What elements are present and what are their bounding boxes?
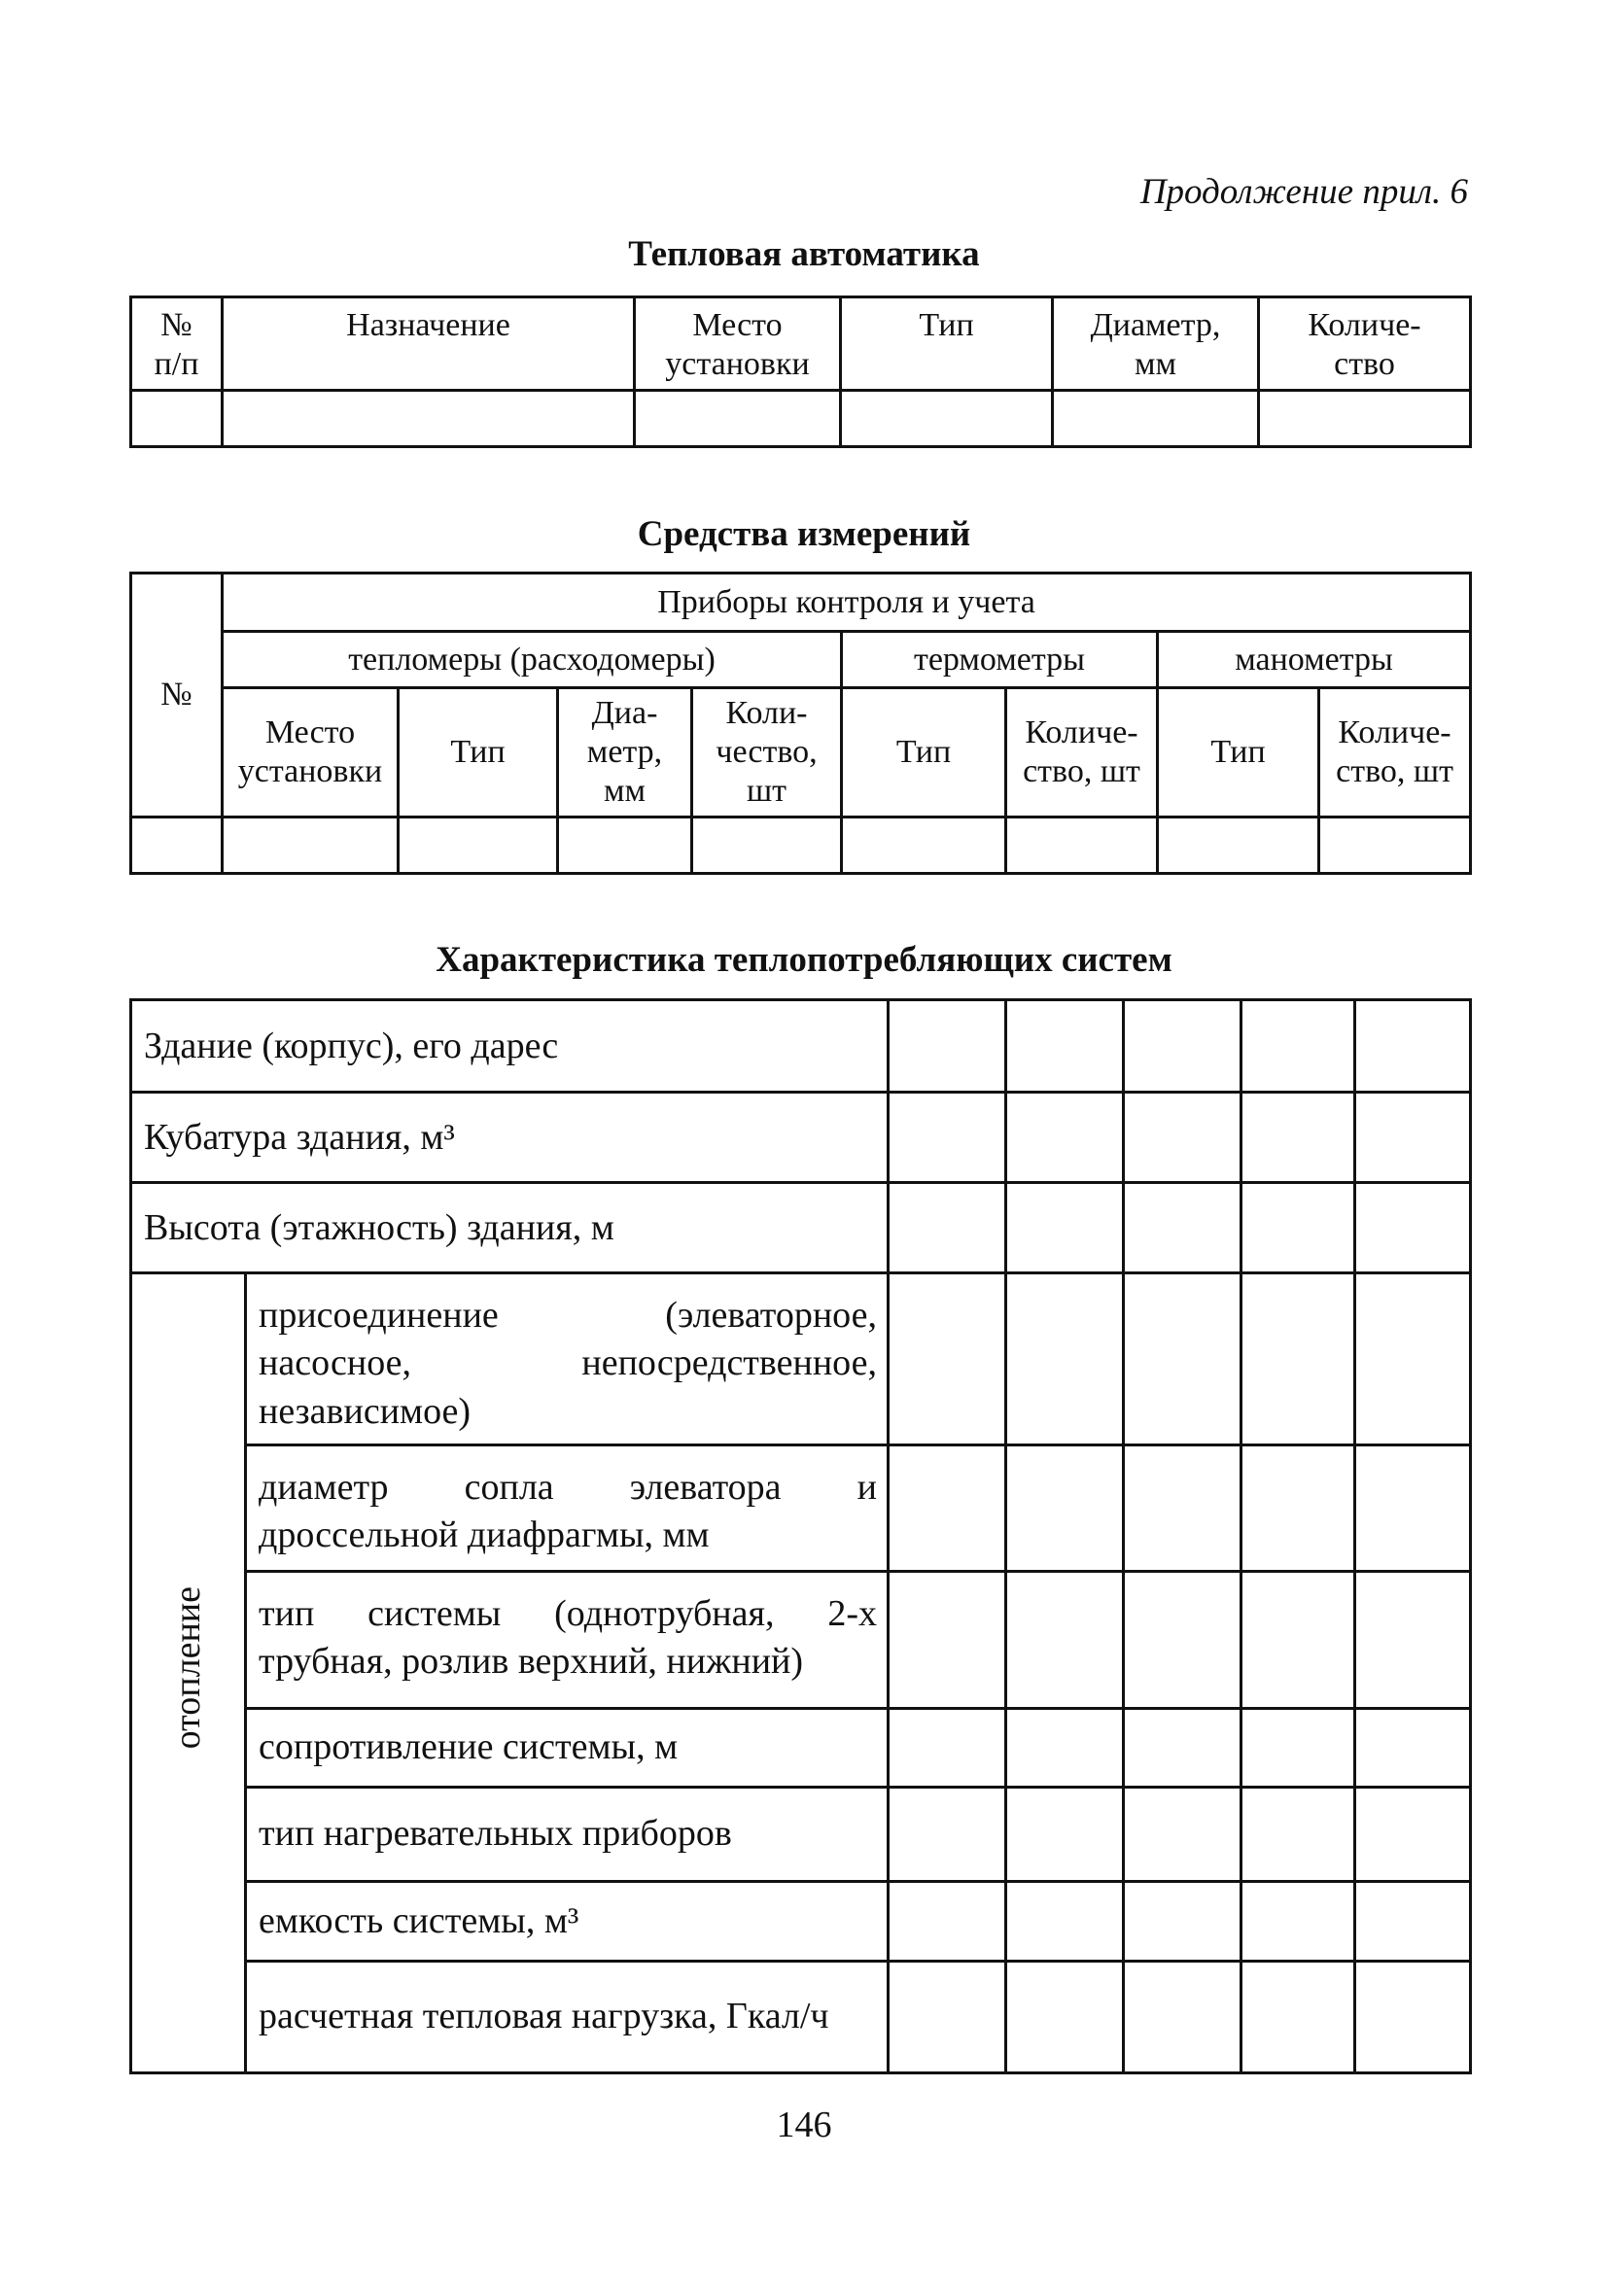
systems-title: Характеристика теплопотребляющих систем: [436, 940, 1172, 980]
empty-cell[interactable]: [1355, 1093, 1471, 1183]
empty-cell[interactable]: [1006, 1709, 1124, 1788]
empty-cell[interactable]: [1355, 1788, 1471, 1882]
heat-automation-title: Тепловая автоматика: [628, 234, 980, 274]
heating-capacity: емкость системы, м³: [246, 1882, 889, 1962]
measuring-table: [129, 572, 1472, 875]
col-location: Место установки: [223, 688, 399, 818]
empty-cell[interactable]: [1006, 1788, 1124, 1882]
empty-cell[interactable]: [1124, 1183, 1241, 1273]
empty-cell[interactable]: [1241, 1093, 1355, 1183]
empty-cell[interactable]: [1158, 818, 1319, 874]
heating-system-type: тип системы (однотрубная, 2-х трубная, розлив верхний, нижний): [246, 1572, 889, 1709]
empty-cell[interactable]: [841, 391, 1053, 447]
empty-cell[interactable]: [1124, 1962, 1241, 2073]
subgroup-thermometers: термометры: [842, 632, 1158, 688]
table-row: [131, 1882, 1471, 1962]
empty-cell[interactable]: [1124, 1000, 1241, 1093]
empty-cell[interactable]: [1241, 1273, 1355, 1445]
empty-cell[interactable]: [1241, 1788, 1355, 1882]
row-building: Здание (корпус), его дарес: [131, 1000, 889, 1093]
empty-cell[interactable]: [889, 1273, 1006, 1445]
continuation-note: Продолжение прил. 6: [1139, 172, 1468, 212]
empty-cell[interactable]: [1355, 1572, 1471, 1709]
empty-cell[interactable]: [558, 818, 692, 874]
empty-cell[interactable]: [1241, 1183, 1355, 1273]
empty-cell[interactable]: [692, 818, 842, 874]
empty-cell[interactable]: [1241, 1709, 1355, 1788]
empty-cell[interactable]: [1355, 1709, 1471, 1788]
col-diameter: Диаметр, мм: [1053, 297, 1259, 391]
empty-cell[interactable]: [1355, 1183, 1471, 1273]
empty-cell[interactable]: [889, 1788, 1006, 1882]
empty-cell[interactable]: [1006, 1093, 1124, 1183]
heat-automation-table: [129, 296, 1472, 448]
table-row: [131, 818, 1471, 874]
empty-cell[interactable]: [889, 1709, 1006, 1788]
empty-cell[interactable]: [1355, 1000, 1471, 1093]
empty-cell[interactable]: [842, 818, 1006, 874]
empty-cell[interactable]: [1124, 1882, 1241, 1962]
heating-nozzle-diameter: диаметр сопла элеватора и дроссельной диафрагмы, мм: [246, 1445, 889, 1572]
subgroup-manometers: манометры: [1158, 632, 1471, 688]
col-quantity: Коли- чество, шт: [692, 688, 842, 818]
empty-cell[interactable]: [1124, 1788, 1241, 1882]
empty-cell[interactable]: [1124, 1709, 1241, 1788]
empty-cell[interactable]: [889, 1000, 1006, 1093]
col-number: №: [131, 574, 223, 818]
empty-cell[interactable]: [1124, 1572, 1241, 1709]
heating-group: [131, 1273, 246, 2073]
col-mano-quantity: Количе- ство, шт: [1319, 688, 1471, 818]
table-row: [131, 1273, 1471, 1445]
empty-cell[interactable]: [1006, 1000, 1124, 1093]
empty-cell[interactable]: [1319, 818, 1471, 874]
empty-cell[interactable]: [1006, 1572, 1124, 1709]
empty-cell[interactable]: [1006, 1183, 1124, 1273]
empty-cell[interactable]: [889, 1882, 1006, 1962]
table-row: [131, 1788, 1471, 1882]
empty-cell[interactable]: [889, 1183, 1006, 1273]
empty-cell[interactable]: [1241, 1882, 1355, 1962]
empty-cell[interactable]: [1241, 1445, 1355, 1572]
empty-cell[interactable]: [1355, 1882, 1471, 1962]
heating-design-load: расчетная тепловая нагрузка, Гкал/ч: [246, 1962, 889, 2073]
heating-resistance: сопротивление системы, м: [246, 1709, 889, 1788]
measuring-title: Средства измерений: [637, 514, 971, 554]
page-number: 146: [776, 2105, 832, 2145]
empty-cell[interactable]: [1006, 1445, 1124, 1572]
col-thermo-quantity: Количе- ство, шт: [1006, 688, 1158, 818]
empty-cell[interactable]: [1241, 1000, 1355, 1093]
empty-cell[interactable]: [1006, 818, 1158, 874]
empty-cell[interactable]: [1355, 1273, 1471, 1445]
systems-table: [129, 998, 1472, 2074]
empty-cell[interactable]: [131, 391, 223, 447]
empty-cell[interactable]: [1124, 1093, 1241, 1183]
col-location: Место установки: [635, 297, 841, 391]
empty-cell[interactable]: [399, 818, 558, 874]
col-type: Тип: [399, 688, 558, 818]
table-row: [131, 1572, 1471, 1709]
heating-radiator-type: тип нагревательных приборов: [246, 1788, 889, 1882]
empty-cell[interactable]: [1124, 1445, 1241, 1572]
subgroup-header-row: [131, 632, 1471, 688]
empty-cell[interactable]: [889, 1093, 1006, 1183]
empty-cell[interactable]: [1006, 1962, 1124, 2073]
col-mano-type: Тип: [1158, 688, 1319, 818]
row-height: Высота (этажность) здания, м: [131, 1183, 889, 1273]
empty-cell[interactable]: [131, 818, 223, 874]
column-header-row: [131, 688, 1471, 818]
table-row: [131, 1445, 1471, 1572]
subgroup-heat-meters: тепломеры (расходомеры): [223, 632, 842, 688]
heating-label: отопление: [167, 1586, 209, 1750]
col-purpose: Назначение: [223, 297, 635, 391]
empty-cell[interactable]: [1124, 1273, 1241, 1445]
table-row: [131, 1183, 1471, 1273]
col-thermo-type: Тип: [842, 688, 1006, 818]
col-quantity: Количе- ство: [1259, 297, 1471, 391]
empty-cell[interactable]: [1006, 1882, 1124, 1962]
table-row: [131, 1709, 1471, 1788]
empty-cell[interactable]: [889, 1572, 1006, 1709]
empty-cell[interactable]: [1355, 1962, 1471, 2073]
table-row: [131, 1000, 1471, 1093]
empty-cell[interactable]: [1355, 1445, 1471, 1572]
col-number: № п/п: [131, 297, 223, 391]
empty-cell[interactable]: [1241, 1572, 1355, 1709]
row-volume: Кубатура здания, м³: [131, 1093, 889, 1183]
empty-cell[interactable]: [1241, 1962, 1355, 2073]
table-row: [131, 391, 1471, 447]
empty-cell[interactable]: [223, 818, 399, 874]
table-row: [131, 1093, 1471, 1183]
empty-cell[interactable]: [1006, 1273, 1124, 1445]
table-row: [131, 1962, 1471, 2073]
empty-cell[interactable]: [889, 1962, 1006, 2073]
empty-cell[interactable]: [223, 391, 635, 447]
empty-cell[interactable]: [889, 1445, 1006, 1572]
table-header-row: [131, 297, 1471, 391]
heating-connection: присоединение (элеваторное, насосное, непосредственное, независимое): [246, 1273, 889, 1445]
empty-cell[interactable]: [1259, 391, 1471, 447]
group-header: Приборы контроля и учета: [223, 574, 1471, 632]
col-diameter: Диа- метр, мм: [558, 688, 692, 818]
col-type: Тип: [841, 297, 1053, 391]
group-header-row: [131, 574, 1471, 632]
empty-cell[interactable]: [1053, 391, 1259, 447]
empty-cell[interactable]: [635, 391, 841, 447]
